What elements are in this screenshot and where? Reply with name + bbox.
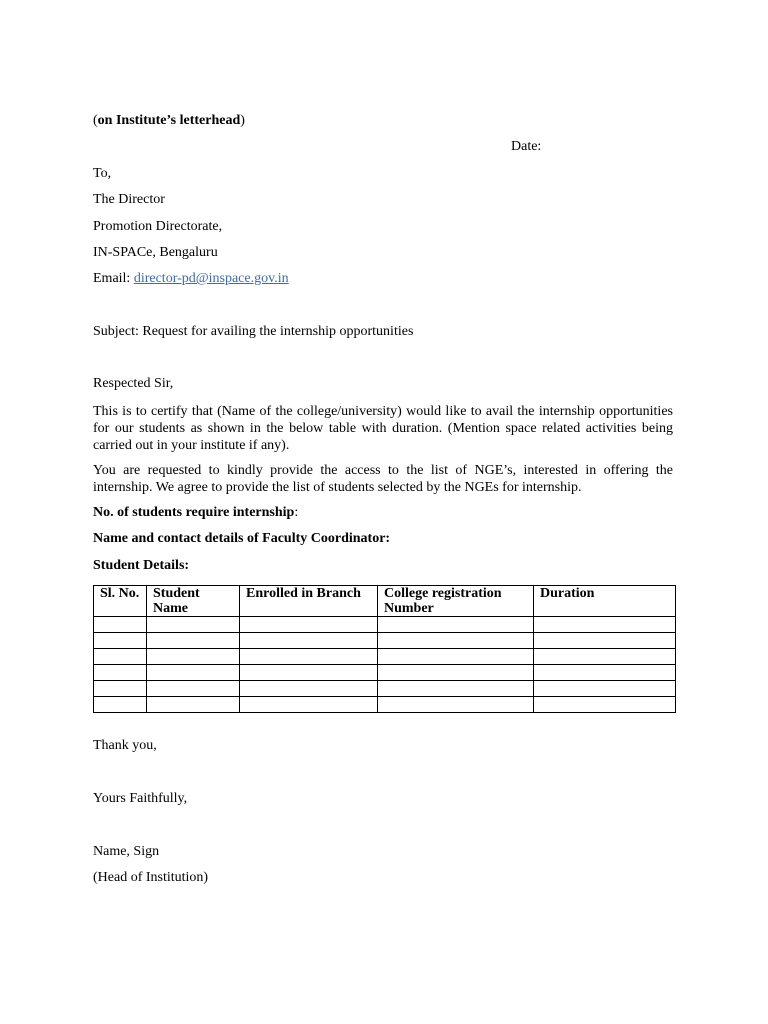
table-header-row [94,586,676,617]
closing-designation: (Head of Institution) [93,870,209,885]
table-cell[interactable] [534,697,676,713]
table-cell[interactable] [94,697,147,713]
column-header-branch: Enrolled in Branch [240,586,378,617]
table-cell[interactable] [534,665,676,681]
table-cell[interactable] [378,665,534,681]
address-email [93,271,289,287]
table-cell[interactable] [534,633,676,649]
letterhead-open-paren: ( [93,113,98,128]
closing-yours-faithfully: Yours Faithfully, [93,791,188,806]
address-line-2: Promotion Directorate, [93,219,223,234]
column-header-student-name: Student Name [147,586,240,617]
table-cell[interactable] [240,617,378,633]
table-cell[interactable] [147,697,240,713]
table-cell[interactable] [378,617,534,633]
table-cell[interactable] [94,617,147,633]
address-line-1: The Director [93,192,165,207]
date-label: Date: [511,139,542,154]
paragraph-request: You are requested to kindly provide the access to the list of NGE’s, interested in offering the internship. We agree to provide the list of students selected by the NGEs for internship. [93,463,673,495]
letterhead-note [93,113,245,129]
email-link[interactable]: director-pd@inspace.gov.in [133,271,289,286]
address-line-3: IN-SPACe, Bengaluru [93,245,218,260]
table-cell[interactable] [378,649,534,665]
table-row [94,665,676,681]
letterhead-text: on Institute’s letterhead [97,113,241,128]
table-row [94,697,676,713]
letterhead-close-paren: ) [240,113,245,128]
table-row [94,633,676,649]
table-row [94,681,676,697]
table-cell[interactable] [240,697,378,713]
table-cell[interactable] [147,649,240,665]
student-details-heading: Student Details: [93,558,190,573]
subject-line: Subject: Request for availing the internship opportunities [93,324,414,339]
field-faculty-coordinator: Name and contact details of Faculty Coordinator: [93,531,391,546]
email-label: Email: [93,271,134,286]
table-cell[interactable] [534,681,676,697]
paragraph-certify: This is to certify that (Name of the college/university) would like to avail the internship opportunities for our students as shown in the below table with duration. (Mention space related activities being carried out in your institute if any). [93,404,673,453]
student-details-table [93,585,676,713]
salutation: Respected Sir, [93,376,174,391]
table-cell[interactable] [94,649,147,665]
field-students-count [93,505,298,521]
column-header-registration-number: College registration Number [378,586,534,617]
table-cell[interactable] [147,617,240,633]
table-cell[interactable] [240,681,378,697]
table-cell[interactable] [240,633,378,649]
table-cell[interactable] [147,633,240,649]
column-header-duration: Duration [534,586,676,617]
address-to: To, [93,166,112,181]
table-cell[interactable] [534,649,676,665]
table-cell[interactable] [94,681,147,697]
table-row [94,617,676,633]
table-cell[interactable] [94,633,147,649]
table-cell[interactable] [147,681,240,697]
table-cell[interactable] [240,649,378,665]
column-header-sl-no: Sl. No. [94,586,147,617]
table-cell[interactable] [378,697,534,713]
table-row [94,649,676,665]
closing-name-sign: Name, Sign [93,844,160,859]
field-students-label: No. of students require internship [93,505,295,520]
field-students-suffix: : [294,505,299,520]
table-cell[interactable] [378,633,534,649]
table-cell[interactable] [147,665,240,681]
table-cell[interactable] [240,665,378,681]
table-cell[interactable] [378,681,534,697]
table-cell[interactable] [534,617,676,633]
closing-thanks: Thank you, [93,738,157,753]
table-cell[interactable] [94,665,147,681]
